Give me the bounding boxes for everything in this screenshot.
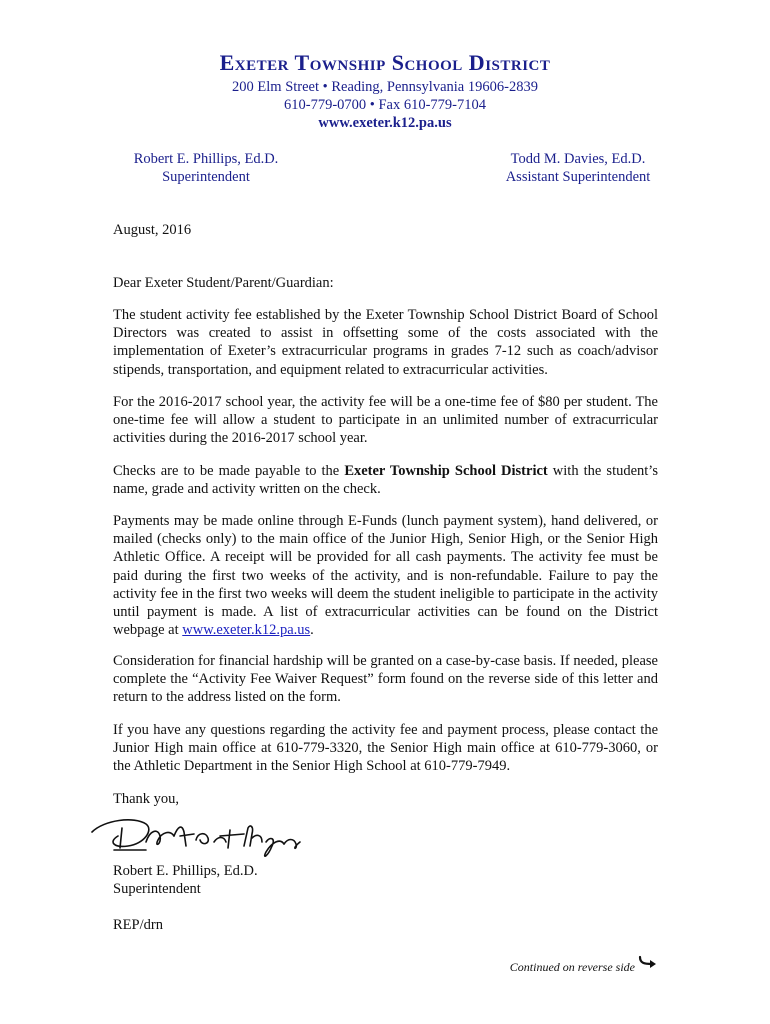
signer-title: Superintendent [113,881,201,897]
continued-note: Continued on reverse side [509,960,635,974]
payments-text: Payments may be made online through E-Funds (lunch payment system), hand delivered, or mailed (checks only) to the main office of the Junior High, Senior High, or the Senior High Athletic Office. A receipt will be provided for all cash payments. The activity fee must be paid during the first two weeks of the activity, and is non-refundable. Failure to pay the activity fee in the first two weeks will deem the student ineligible to participate in the activity until payment is made. A list of extracurricular activities can be found on the District webpage at [113,513,658,639]
assistant-superintendent-name: Todd M. Davies, Ed.D. [510,151,646,167]
staff-superintendent [127,150,285,186]
signer-name: Robert E. Phillips, Ed.D. [113,863,258,879]
paragraph-fee: For the 2016-2017 school year, the activity fee will be a one-time fee of $80 per student. The one-time fee will allow a student to participate in an unlimited number of extracurricular activities during the 2016-2017 school year. [113,394,658,447]
paragraph-questions: If you have any questions regarding the activity fee and payment process, please contact the Junior High main office at 610-779-3320, the Senior High main office at 610-779-3060, or the Athletic Department in the Senior High School at 610-779-7949. [113,722,658,775]
staff-assistant-superintendent [498,150,658,186]
website-link[interactable]: www.exeter.k12.pa.us [318,115,452,131]
district-webpage-link[interactable]: www.exeter.k12.pa.us [182,622,311,639]
assistant-superintendent-title: Assistant Superintendent [505,169,651,185]
superintendent-title: Superintendent [162,169,250,185]
closing: Thank you, [113,791,180,807]
payee-name: Exeter Township School District [344,463,548,479]
salutation: Dear Exeter Student/Parent/Guardian: [113,275,334,291]
paragraph-payments [113,512,658,639]
phone-line: 610-779-0700 • Fax 610-779-7104 [283,97,487,113]
curved-arrow-right-icon [638,953,658,969]
letter-date: August, 2016 [113,222,192,238]
checks-text-before: Checks are to be made payable to the [113,463,345,479]
address-line: 200 Elm Street • Reading, Pennsylvania 19606-2839 [232,79,538,95]
paragraph-hardship: Consideration for financial hardship will be granted on a case-by-case basis. If needed, please complete the “Activity Fee Waiver Request” form found on the reverse side of this letter and return to the address listed on the form. [113,653,658,706]
district-name: Exeter Township School District [219,50,551,75]
paragraph-checks [113,462,658,498]
payments-text-end: . [310,622,314,639]
paragraph-purpose: The student activity fee established by the Exeter Township School District Board of School Directors was created to assist in offsetting some of the costs associated with the implementation of Exeter’s extracurricular programs in grades 7-12 such as coach/advisor stipends, transportation, and equipment related to extracurricular activities. [113,307,658,378]
superintendent-name: Robert E. Phillips, Ed.D. [133,151,279,167]
checks-text-after: with the student’s name, grade and activity written on the check. [113,463,658,498]
reference-initials: REP/drn [113,917,163,933]
signature-icon [84,806,314,866]
